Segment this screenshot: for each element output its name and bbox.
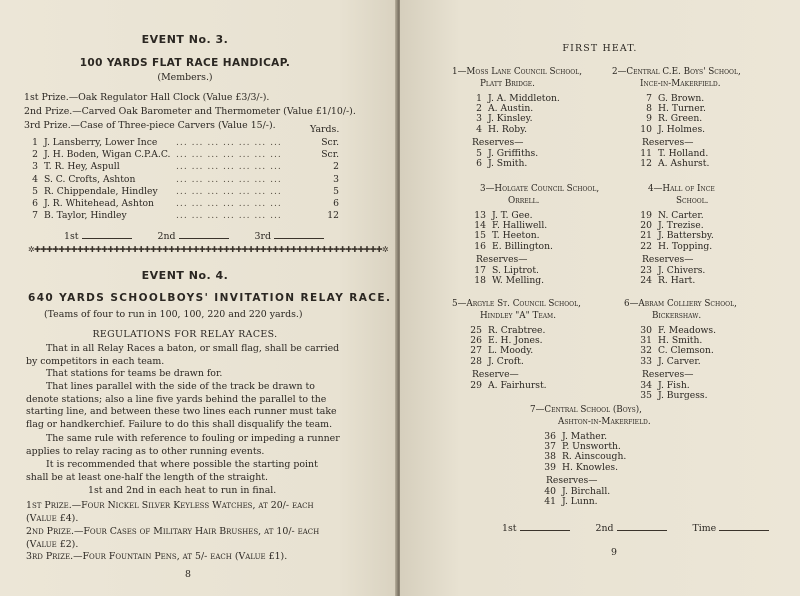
reserve-name: J. Griffiths. <box>488 147 539 159</box>
team-title: 1—Moss Lane Council School, <box>452 67 582 77</box>
runner-number: 7 <box>646 93 652 104</box>
team-location: Platt Bridge. <box>480 79 535 89</box>
regulation-1: That in all Relay Races a baton, or small flag, shall be carried by competitors in each team. <box>26 343 340 367</box>
reserve-row <box>466 158 527 169</box>
runner-number: 10 <box>640 123 652 135</box>
entry-row <box>26 161 342 172</box>
entry-name: J. H. Boden, Wigan C.P.A.C. <box>44 149 171 161</box>
event-4-prize-3: 3rd Prize.—Four Fountain Pens, at 5/- each (Value £1). <box>26 551 288 562</box>
runner-name: J. Holmes. <box>658 123 706 135</box>
runner-number: 30 <box>640 325 652 336</box>
reserve-row <box>636 275 695 286</box>
runner-number: 4 <box>476 123 482 135</box>
runner-row <box>636 356 701 367</box>
left-page <box>0 0 397 596</box>
event-4-title: EVENT No. 4. <box>141 269 229 282</box>
entry-number: 1 <box>32 137 38 148</box>
place-3rd: 3rd <box>254 231 271 242</box>
runner-number: 13 <box>474 210 486 221</box>
runner-row <box>466 124 527 135</box>
entry-row <box>26 198 342 209</box>
runner-number: 8 <box>646 103 652 115</box>
runner-number: 39 <box>544 461 556 473</box>
reserve-name: A. Fairhurst. <box>488 379 547 391</box>
yards-header: Yards. <box>310 124 340 135</box>
entry-number: 5 <box>32 185 38 197</box>
runner-name: J. Kinsley. <box>488 113 533 125</box>
reserve-row <box>636 390 708 401</box>
runner-name: T. Heeton. <box>492 230 540 242</box>
runner-number: 9 <box>646 113 652 125</box>
result-first: 1st <box>502 523 517 534</box>
entry-number: 7 <box>32 210 38 222</box>
event-3-prize-1: 1st Prize.—Oak Regulator Hall Clock (Value £3/3/-). <box>24 92 270 103</box>
runner-number: 37 <box>544 441 556 453</box>
place-blanks <box>64 231 327 242</box>
runner-name: H. Turner. <box>658 103 706 115</box>
reserve-name: J. Smith. <box>488 158 528 169</box>
event-3-title: EVENT No. 3. <box>141 33 229 46</box>
runner-name: E. H. Jones. <box>488 335 543 347</box>
place-3rd-line <box>274 237 324 239</box>
dot-leader: ... ... ... ... ... ... ... <box>176 137 282 148</box>
event-3-race-name: 100 YARDS FLAT RACE HANDICAP. <box>79 57 291 69</box>
runner-name: J. Carver. <box>658 355 701 367</box>
reserve-name: J. Birchall. <box>562 485 611 497</box>
team-title: 5—Argyle St. Council School, <box>452 299 581 309</box>
runner-name: R. Crabtree. <box>488 325 546 336</box>
page-number-left: 8 <box>185 569 191 580</box>
reserve-row <box>540 496 598 507</box>
runner-number: 16 <box>474 240 486 252</box>
runner-number: 33 <box>640 355 652 367</box>
place-2nd-line <box>179 237 229 239</box>
runner-number: 22 <box>640 240 652 252</box>
runner-name: G. Brown. <box>658 93 705 104</box>
team-title: 7—Central School (Boys), <box>530 405 642 415</box>
entry-number: 6 <box>32 198 38 209</box>
runner-number: 20 <box>640 220 652 232</box>
result-time: Time <box>692 523 717 534</box>
dot-leader: ... ... ... ... ... ... ... <box>176 173 282 185</box>
result-blanks <box>502 523 772 534</box>
team-location: Ince-in-Makerfield. <box>640 79 721 89</box>
result-time-line <box>719 529 769 531</box>
reserve-name: J. Chivers. <box>658 264 706 276</box>
runner-number: 32 <box>640 345 652 357</box>
regulation-3: That lines parallel with the side of the track be drawn to denote stations; also a line five yards behind the parallel to the starting line, and between these two lines each runner must take flag or handkerchief. Failure to do this shall disqualify the team. <box>26 381 337 430</box>
entry-number: 2 <box>32 149 38 161</box>
dot-leader: ... ... ... ... ... ... ... <box>176 198 282 209</box>
reserve-name: J. Burgess. <box>658 390 708 401</box>
reserves-label: Reserves— <box>476 253 528 265</box>
entry-yards: Scr. <box>321 149 339 161</box>
runner-name: P. Unsworth. <box>562 441 621 453</box>
reserve-number: 24 <box>640 275 652 286</box>
team-location: Ashton-in-Makerfield. <box>558 417 651 427</box>
runner-number: 2 <box>476 103 482 115</box>
runner-number: 3 <box>476 113 482 125</box>
event-4-prize-2: 2nd Prize.—Four Cases of Military Hair Brushes, at 10/- each (Value £2). <box>26 526 320 550</box>
reserve-number: 35 <box>640 390 652 401</box>
reserve-row <box>466 380 547 391</box>
reserve-number: 5 <box>476 147 482 159</box>
reserves-label: Reserves— <box>546 474 598 486</box>
right-page <box>400 0 800 596</box>
place-2nd: 2nd <box>157 231 176 242</box>
event-3-subtitle: (Members.) <box>157 72 213 83</box>
entry-name: S. C. Crofts, Ashton <box>44 173 136 185</box>
team-location: Orrell. <box>508 196 540 206</box>
team-location: School. <box>676 196 709 206</box>
runner-name: H. Roby. <box>488 123 528 135</box>
runner-number: 31 <box>640 335 652 347</box>
final-note: 1st and 2nd in each heat to run in final. <box>88 485 277 496</box>
runner-name: J. Mather. <box>562 431 608 442</box>
result-second: 2nd <box>595 523 614 534</box>
ornamental-divider: ✲✚✚✚✚✚✚✚✚✚✚✚✚✚✚✚✚✚✚✚✚✚✚✚✚✚✚✚✚✚✚✚✚✚✚✚✚✚✚✚✚✚✚✚✚✚✚✚✚✚✚✚✚✚✚✚✚✚✲ <box>28 245 389 254</box>
runner-number: 21 <box>640 230 652 242</box>
runner-number: 25 <box>470 325 482 336</box>
team-location: Hindley "A" Team. <box>480 311 556 321</box>
reserve-number: 6 <box>476 158 482 169</box>
event-3-prize-3: 3rd Prize.—Case of Three-piece Carvers (Value 15/-). <box>24 120 276 131</box>
team-title: 6—Abram Colliery School, <box>624 299 737 309</box>
reserve-number: 18 <box>474 275 486 286</box>
regulations-title: REGULATIONS FOR RELAY RACES. <box>92 329 278 340</box>
heat-heading: FIRST HEAT. <box>562 43 638 54</box>
runner-name: C. Clemson. <box>658 345 714 357</box>
reserve-name: A. Ashurst. <box>658 158 710 169</box>
team-title: 2—Central C.E. Boys' School, <box>612 67 741 77</box>
runner-name: J. A. Middleton. <box>488 93 560 104</box>
entry-row <box>26 210 342 221</box>
runner-number: 15 <box>474 230 486 242</box>
place-1st: 1st <box>64 231 79 242</box>
runner-name: F. Meadows. <box>658 325 717 336</box>
runner-number: 28 <box>470 355 482 367</box>
reserve-number: 29 <box>470 379 482 391</box>
dot-leader: ... ... ... ... ... ... ... <box>176 149 282 161</box>
entry-yards: 3 <box>333 173 339 185</box>
reserve-number: 11 <box>640 147 652 159</box>
runner-number: 1 <box>476 93 482 104</box>
page-number-right: 9 <box>611 547 617 558</box>
runner-row <box>540 462 618 473</box>
runner-number: 19 <box>640 210 652 221</box>
runner-row <box>466 356 524 367</box>
entry-number: 4 <box>32 173 38 185</box>
entry-row <box>26 149 342 160</box>
reserves-label: Reserve— <box>472 368 519 380</box>
reserves-label: Reserves— <box>642 136 694 148</box>
entry-row <box>26 186 342 197</box>
reserve-name: J. Lunn. <box>562 496 598 507</box>
entry-name: B. Taylor, Hindley <box>44 210 127 222</box>
team-title: 4—Hall of Ince <box>648 184 715 194</box>
reserve-name: W. Melling. <box>492 275 545 286</box>
reserves-label: Reserves— <box>472 136 524 148</box>
runner-name: L. Moody. <box>488 345 534 357</box>
runner-name: F. Halliwell. <box>492 220 548 232</box>
reserve-number: 40 <box>544 485 556 497</box>
runner-number: 36 <box>544 431 556 442</box>
runner-number: 27 <box>470 345 482 357</box>
reserve-number: 34 <box>640 379 652 391</box>
runner-name: E. Billington. <box>492 240 553 252</box>
runner-row <box>636 241 712 252</box>
regulation-2: That stations for teams be drawn for. <box>46 368 223 379</box>
runner-name: H. Knowles. <box>562 461 619 473</box>
runner-number: 38 <box>544 451 556 463</box>
entry-name: J. Lansberry, Lower Ince <box>44 137 158 148</box>
entry-name: J. R. Whitehead, Ashton <box>44 198 154 209</box>
reserve-name: T. Holland. <box>658 147 709 159</box>
reserve-number: 41 <box>544 496 556 507</box>
runner-name: J. Croft. <box>488 355 524 367</box>
runner-name: J. Trezise. <box>658 220 704 232</box>
reserves-label: Reserves— <box>642 253 694 265</box>
entry-name: T. R. Hey, Aspull <box>44 161 120 173</box>
runner-name: A. Austin. <box>488 103 534 115</box>
event-4-race-name: 640 YARDS SCHOOLBOYS' INVITATION RELAY RACE. <box>28 292 392 304</box>
runner-row <box>470 241 553 252</box>
runner-name: R. Ainscough. <box>562 451 627 463</box>
entry-yards: 12 <box>327 210 339 222</box>
event-4-prize-1: 1st Prize.—Four Nickel Silver Keyless Watches, at 20/- each (Value £4). <box>26 500 314 524</box>
runner-number: 26 <box>470 335 482 347</box>
entry-name: R. Chippendale, Hindley <box>44 185 158 197</box>
entry-yards: 6 <box>333 198 339 209</box>
result-second-line <box>617 529 667 531</box>
result-first-line <box>520 529 570 531</box>
team-title: 3—Holgate Council School, <box>480 184 600 194</box>
runner-name: N. Carter. <box>658 210 704 221</box>
runner-number: 14 <box>474 220 486 232</box>
reserve-number: 17 <box>474 264 486 276</box>
entry-yards: 5 <box>333 185 339 197</box>
entry-yards: 2 <box>333 161 339 173</box>
runner-name: H. Topping. <box>658 240 713 252</box>
entry-row <box>26 137 342 148</box>
reserve-number: 23 <box>640 264 652 276</box>
entry-row <box>26 174 342 185</box>
reserves-label: Reserves— <box>642 368 694 380</box>
entry-yards: Scr. <box>321 137 339 148</box>
reserve-number: 12 <box>640 158 652 169</box>
dot-leader: ... ... ... ... ... ... ... <box>176 210 282 222</box>
runner-name: H. Smith. <box>658 335 703 347</box>
event-4-subtitle: (Teams of four to run in 100, 100, 220 and 220 yards.) <box>44 309 303 320</box>
runner-name: J. Battersby. <box>658 230 714 242</box>
reserve-name: J. Fish. <box>658 379 690 391</box>
dot-leader: ... ... ... ... ... ... ... <box>176 161 282 173</box>
dot-leader: ... ... ... ... ... ... ... <box>176 185 282 197</box>
reserve-name: S. Liptrot. <box>492 264 539 276</box>
event-3-prize-2: 2nd Prize.—Carved Oak Barometer and Thermometer (Value £1/10/-). <box>24 106 356 117</box>
reserve-row <box>636 158 709 169</box>
regulation-5: It is recommended that where possible the starting point shall be at least one-half the length of the straight. <box>26 459 318 483</box>
runner-row <box>636 124 705 135</box>
runner-name: J. T. Gee. <box>492 210 533 221</box>
reserve-name: R. Hart. <box>658 275 696 286</box>
reserve-row <box>470 275 544 286</box>
runner-name: R. Green. <box>658 113 703 125</box>
entry-number: 3 <box>32 161 38 173</box>
regulation-4: The same rule with reference to fouling or impeding a runner applies to relay racing as to other running events. <box>26 433 340 457</box>
place-1st-line <box>82 237 132 239</box>
team-location: Bickershaw. <box>652 311 702 321</box>
